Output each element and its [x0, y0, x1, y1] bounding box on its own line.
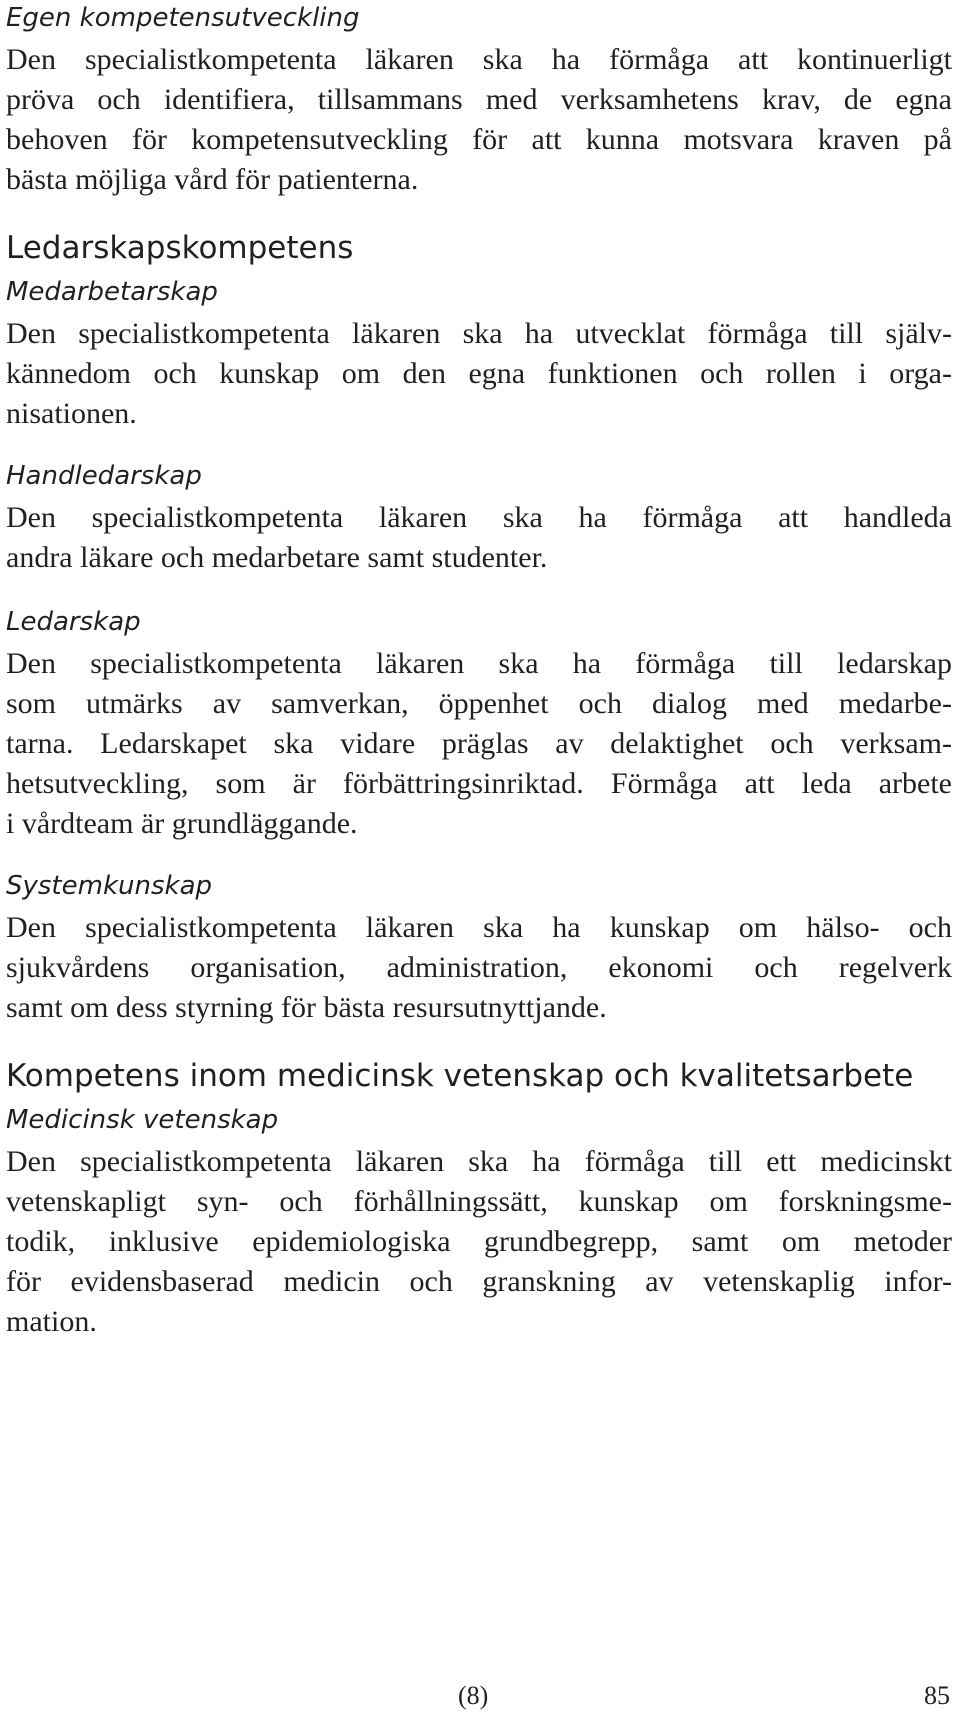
paragraph-line: Den specialistkompetenta läkaren ska ha förmåga att handleda [6, 501, 952, 534]
section-number: (8) [458, 1681, 489, 1710]
page-number: 85 [924, 1681, 950, 1710]
paragraph-line: bästa möjliga vård för patienterna. [6, 163, 419, 196]
subheading-medicinsk-vetenskap: Medicinsk vetenskap [6, 1105, 279, 1135]
paragraph-line: andra läkare och medarbetare samt studenter. [6, 541, 548, 574]
paragraph-line: för evidensbaserad medicin och granskning av vetenskaplig infor- [6, 1265, 952, 1298]
paragraph-line: pröva och identifiera, tillsammans med verksamhetens krav, de egna [6, 83, 952, 116]
paragraph-line: behoven för kompetensutveckling för att kunna motsvara kraven på [6, 123, 952, 156]
subheading-systemkunskap: Systemkunskap [6, 871, 213, 901]
paragraph-line: nisationen. [6, 397, 137, 430]
paragraph-line: i vårdteam är grundläggande. [6, 807, 358, 840]
paragraph-line: samt om dess styrning för bästa resursutnyttjande. [6, 991, 607, 1024]
subheading-ledarskap: Ledarskap [6, 607, 141, 637]
subheading-egen-kompetensutveckling: Egen kompetensutveckling [6, 3, 360, 33]
paragraph-line: Den specialistkompetenta läkaren ska ha förmåga till ledarskap [6, 647, 952, 680]
paragraph-line: sjukvårdens organisation, administration, ekonomi och regelverk [6, 951, 952, 984]
heading-ledarskapskompetens: Ledarskapskompetens [6, 230, 354, 266]
paragraph-line: Den specialistkompetenta läkaren ska ha utvecklat förmåga till själv- [6, 317, 952, 350]
subheading-handledarskap: Handledarskap [6, 461, 202, 491]
paragraph-line: hetsutveckling, som är förbättringsinriktad. Förmåga att leda arbete [6, 767, 952, 800]
paragraph-line: tarna. Ledarskapet ska vidare präglas av delaktighet och verksam- [6, 727, 952, 760]
paragraph-line: som utmärks av samverkan, öppenhet och dialog med medarbe- [6, 687, 952, 720]
subheading-medarbetarskap: Medarbetarskap [6, 277, 218, 307]
paragraph-line: Den specialistkompetenta läkaren ska ha förmåga till ett medicinskt [6, 1145, 952, 1178]
paragraph-line: Den specialistkompetenta läkaren ska ha kunskap om hälso- och [6, 911, 952, 944]
paragraph-line: Den specialistkompetenta läkaren ska ha förmåga att kontinuerligt [6, 43, 952, 76]
paragraph-line: vetenskapligt syn- och förhållningssätt, kunskap om forskningsme- [6, 1185, 952, 1218]
paragraph-line: mation. [6, 1305, 97, 1338]
paragraph-line: kännedom och kunskap om den egna funktionen och rollen i orga- [6, 357, 952, 390]
heading-kompetens-medicinsk-vetenskap: Kompetens inom medicinsk vetenskap och kvalitetsarbete [6, 1058, 914, 1094]
paragraph-line: todik, inklusive epidemiologiska grundbegrepp, samt om metoder [6, 1225, 952, 1258]
